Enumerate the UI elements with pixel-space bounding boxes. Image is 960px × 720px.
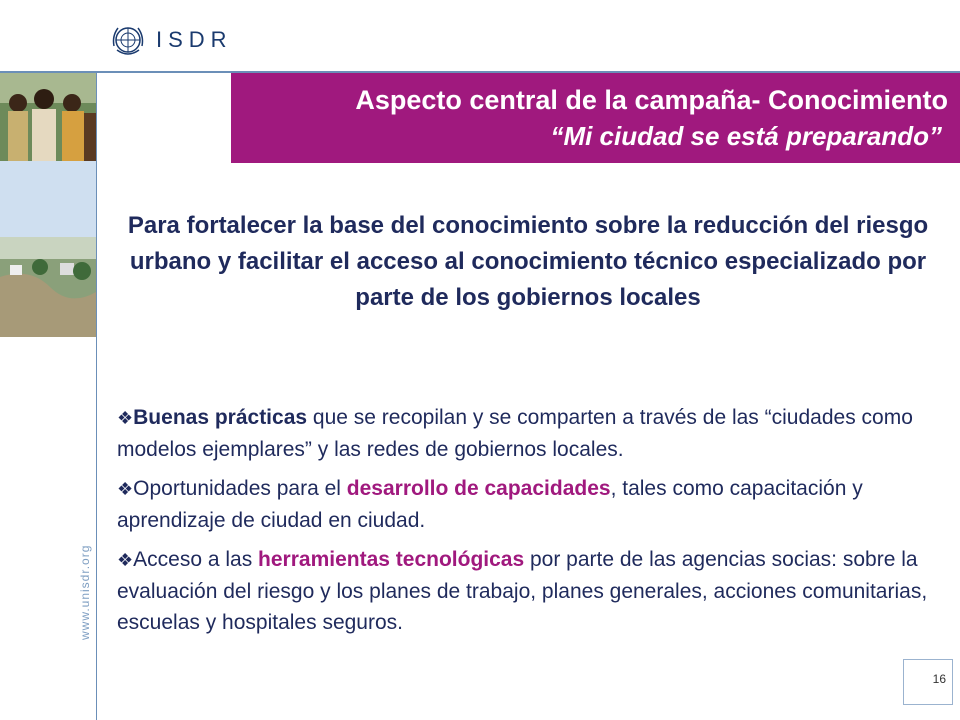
sidebar-divider <box>96 73 97 720</box>
isdr-logo <box>108 20 233 60</box>
bullet-text: por parte de las agencias socias: sobre la evaluación del riesgo y los planes de trabajo, planes generales, acciones comunitarias, escuelas y hospitales seguros. <box>117 548 928 634</box>
diamond-bullet-icon: ❖ <box>117 479 134 499</box>
diamond-bullet-icon: ❖ <box>117 550 134 570</box>
slide-subtitle: “Mi ciudad se está preparando” <box>550 121 942 151</box>
bullet-text: , tales como capacitación y aprendizaje de ciudad en ciudad. <box>117 477 863 532</box>
bullet-item <box>117 544 947 638</box>
bullet-list <box>117 402 947 646</box>
un-emblem-icon <box>108 20 148 60</box>
lead-paragraph: Para fortalecer la base del conocimiento sobre la reducción del riesgo urbano y facilitar el acceso al conocimiento técnico especializado por parte de los gobiernos locales <box>127 212 929 311</box>
diamond-bullet-icon: ❖ <box>117 408 134 428</box>
bullet-item <box>117 473 947 536</box>
bullet-text: que se recopilan y se comparten a través de las “ciudades como modelos ejemplares” y las redes de gobiernos locales. <box>117 406 913 461</box>
bullet-highlight: Buenas prácticas <box>133 406 308 429</box>
flood-photo <box>0 237 96 337</box>
website-url: www.unisdr.org <box>78 544 92 640</box>
page-number-box <box>903 659 953 705</box>
title-banner <box>231 73 960 163</box>
bullet-text: Oportunidades para el <box>133 477 347 500</box>
slide-title: Aspecto central de la campaña- Conocimiento <box>355 85 948 115</box>
bullet-highlight: desarrollo de capacidades <box>346 477 611 500</box>
children-photo <box>0 73 96 161</box>
decorative-block <box>0 161 96 237</box>
bullet-item <box>117 402 947 465</box>
page-number: 16 <box>932 672 946 686</box>
logo-text: ISDR <box>156 27 233 52</box>
bullet-highlight: herramientas tecnológicas <box>258 548 525 571</box>
bullet-text: Acceso a las <box>133 548 259 571</box>
